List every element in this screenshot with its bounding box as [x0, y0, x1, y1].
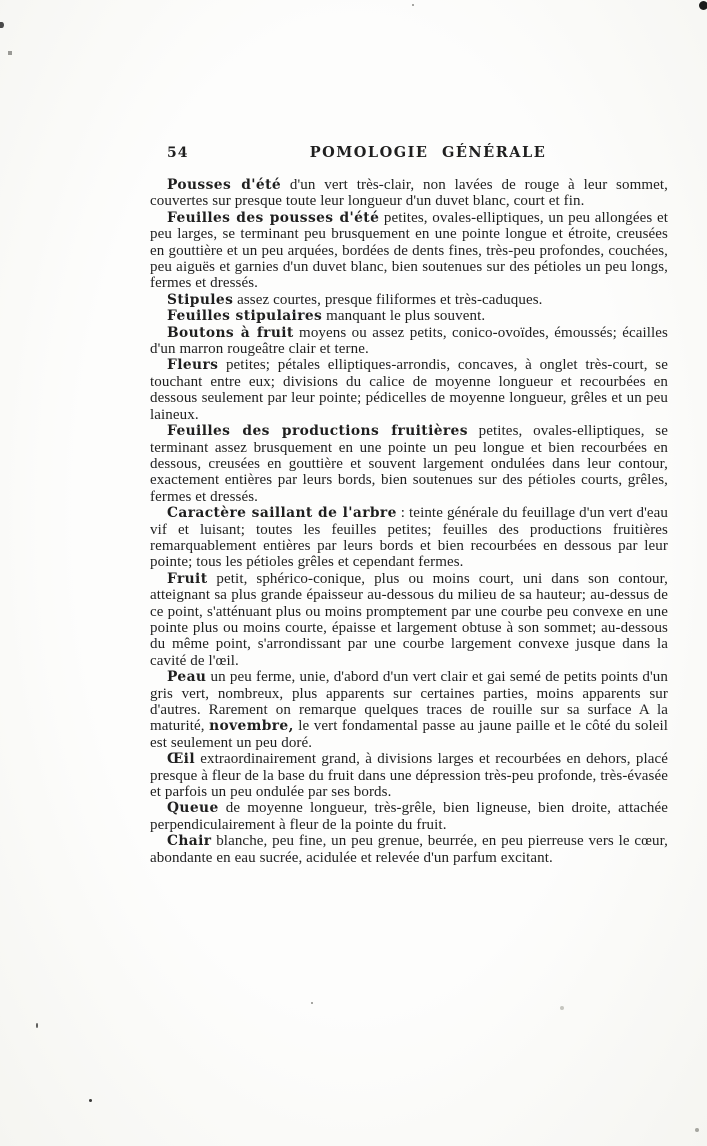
scan-speck	[0, 22, 4, 28]
paragraph-text: manquant le plus souvent.	[322, 308, 486, 325]
page-header	[150, 144, 668, 164]
page-number: 54	[167, 145, 189, 161]
paragraph-lead: Caractère saillant de l'arbre	[167, 505, 397, 522]
paragraph-text: moyens ou assez petits, conico-ovoïdes, émoussés; écailles d'un marron rougeâtre clair et terne.	[150, 324, 668, 358]
paragraph-lead: Feuilles des pousses d'été	[167, 209, 380, 226]
paragraph-text: assez courtes, presque filiformes et très-caduques.	[233, 291, 543, 308]
paragraph	[150, 833, 668, 866]
scan-speck	[36, 1023, 38, 1028]
paragraph	[150, 177, 668, 210]
page-body	[150, 177, 668, 866]
paragraph-lead: novembre,	[209, 718, 294, 735]
paragraph-lead: Stipules	[167, 291, 234, 308]
scan-speck	[89, 1099, 92, 1102]
scan-speck	[311, 1002, 313, 1004]
paragraph	[150, 292, 668, 308]
paragraph-lead: Queue	[167, 800, 219, 817]
paragraph-text: de moyenne longueur, très-grêle, bien ligneuse, bien droite, attachée perpendiculairement à fleur de la pointe du fruit.	[150, 800, 668, 833]
paragraph-lead: Fleurs	[167, 357, 219, 374]
paragraph-text: petites, ovales-elliptiques, un peu allongées et peu larges, se terminant peu brusquement en une pointe longue et étroite, creusées en gouttière et un peu arquées, bordées de dents fines, très-peu profondes, couchées, peu aiguës et garnies d'un duvet blanc, bien soutenues sur des pétioles un peu longs, fermes et dressés.	[150, 209, 668, 292]
paragraph	[150, 800, 668, 833]
paragraph	[150, 357, 668, 423]
paragraph-text: un peu ferme, unie, d'abord d'un vert clair et gai semé de petits points d'un gris vert, nombreux, plus apparents sur certaines parties, moins apparents sur d'autres. Rarement on remarque quelques traces de rouille sur sa surface A la maturité,	[150, 669, 668, 735]
paragraph-text: petit, sphérico-conique, plus ou moins court, uni dans son contour, atteignant sa plus grande épaisseur au-dessous du milieu de sa hauteur; au-dessus de ce point, s'atténuant plus ou moins promptement par une courbe peu convexe en une pointe plus ou moins courte, épaisse et largement obtuse à son sommet; au-dessous du même point, s'arrondissant par une courbe largement convexe jusque dans la cavité de l'œil.	[150, 570, 668, 669]
paragraph-lead: Œil	[167, 751, 195, 768]
paragraph	[150, 210, 668, 292]
paragraph-text: extraordinairement grand, à divisions larges et recourbées en dehors, placé presque à fleur de la base du fruit dans une dépression très-peu profonde, très-évasée et parfois un peu ondulée par ses bords.	[150, 751, 668, 801]
paragraph-lead: Fruit	[167, 570, 208, 587]
scan-speck	[560, 1006, 564, 1010]
paragraph-lead: Feuilles stipulaires	[167, 308, 323, 325]
paragraph-lead: Chair	[167, 833, 212, 850]
paragraph	[150, 571, 668, 669]
scan-speck	[412, 4, 414, 6]
scan-speck	[8, 51, 12, 55]
paragraph-text: : teinte générale du feuillage d'un vert d'eau vif et luisant; toutes les feuilles petites; feuilles des productions fruitières remarquablement entières par leurs bords et bien recourbées en dessous par leur pointe; tous les pétioles grêles et cependant fermes.	[150, 505, 668, 571]
paragraph-text: petites, ovales-elliptiques, se terminant assez brusquement en une pointe un peu longue et bien recourbées en dessous, creusées en gouttière et souvent largement ondulées dans leur contour, exactement entières par leurs bords, bien soutenues sur des pétioles courts, grêles, fermes et dressés.	[150, 423, 668, 505]
scan-speck	[695, 1128, 699, 1132]
paragraph	[150, 423, 668, 505]
paragraph-text: petites; pétales elliptiques-arrondis, concaves, à onglet très-court, se touchant entre eux; divisions du calice de moyenne longueur et recourbées en dessous seulement par leur pointe; pédicelles de moyenne longueur, grêles et un peu laineux.	[150, 357, 668, 423]
paragraph-lead: Peau	[167, 669, 207, 686]
paragraph	[150, 669, 668, 751]
paragraph	[150, 505, 668, 571]
paragraph-lead: Boutons à fruit	[167, 324, 294, 341]
paragraph-text: blanche, peu fine, un peu grenue, beurrée, en peu pierreuse vers le cœur, abondante en eau sucrée, acidulée et relevée d'un parfum excitant.	[150, 833, 668, 866]
paragraph-lead: Feuilles des productions fruitières	[167, 423, 468, 440]
paragraph-text: le vert fondamental passe au jaune paille et le côté du soleil est seulement un peu doré.	[150, 718, 669, 751]
paragraph-text: d'un vert très-clair, non lavées de rouge à leur sommet, couvertes sur presque toute leur longueur d'un duvet blanc, court et fin.	[150, 177, 669, 210]
paragraph	[150, 751, 668, 800]
paragraph	[150, 325, 668, 358]
paragraph-lead: Pousses d'été	[167, 177, 282, 193]
running-title: POMOLOGIE GÉNÉRALE	[309, 144, 547, 161]
paragraph	[150, 308, 668, 324]
scan-speck	[699, 1, 707, 10]
